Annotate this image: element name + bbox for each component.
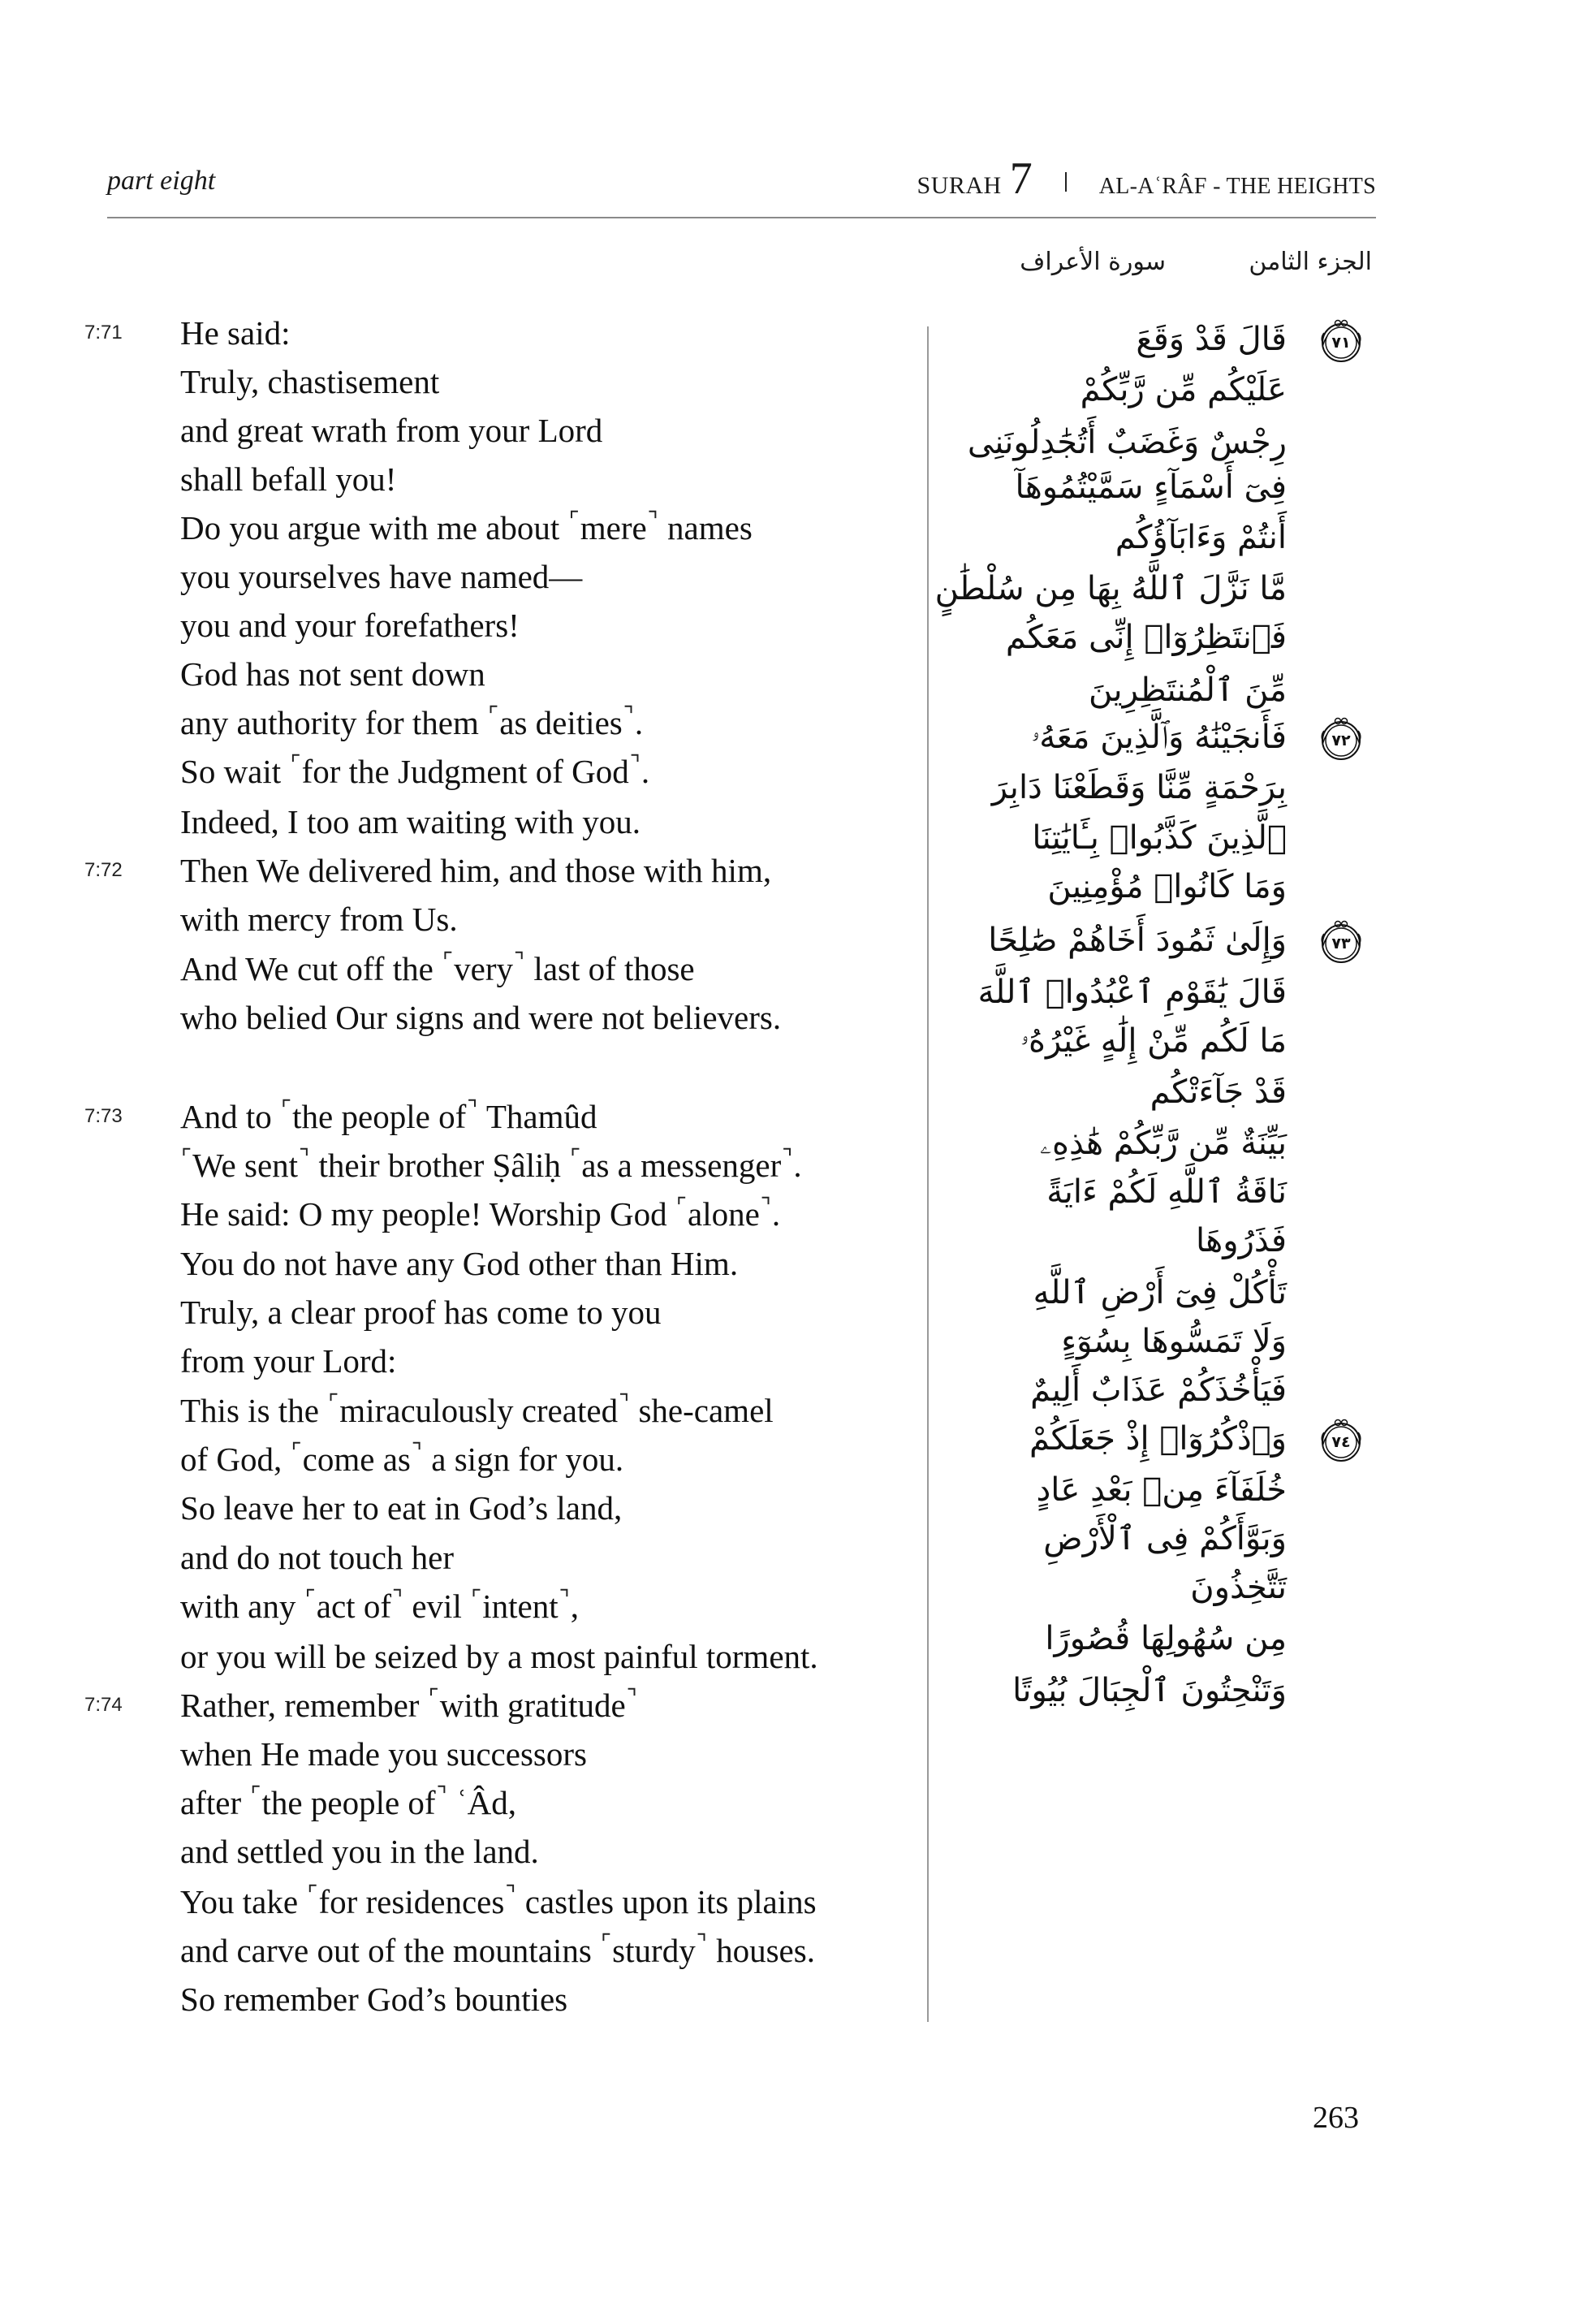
interpolation-close-bracket: ⌝ — [782, 1146, 793, 1171]
translation-line: Truly, chastisement — [180, 363, 440, 400]
verse-marker-number: ٧١ — [1331, 334, 1351, 352]
translation-line: and carve out of the mountains ⌜sturdy⌝ houses. — [180, 1931, 815, 1969]
translation-line: You take ⌜for residences⌝ castles upon its plains — [180, 1882, 817, 1920]
surah-number: 7 — [1009, 153, 1033, 204]
interpolation-close-bracket: ⌝ — [514, 949, 525, 974]
arabic-line: قَالَ قَدْ وَقَعَ — [1136, 321, 1287, 358]
verse-end-marker-icon — [1317, 918, 1365, 966]
translation-line: And We cut off the ⌜very⌝ last of those — [180, 949, 695, 987]
translation-line: and do not touch her — [180, 1539, 455, 1576]
translation-line: and great wrath from your Lord — [180, 412, 603, 449]
interpolation-open-bracket: ⌜ — [570, 1146, 581, 1171]
translation-line: Do you argue with me about ⌜mere⌝ names — [180, 508, 753, 546]
translation-line: So wait ⌜for the Judgment of God⌝. — [180, 752, 650, 790]
interpolation-close-bracket: ⌝ — [559, 1587, 570, 1612]
translation-line: God has not sent down — [180, 655, 485, 693]
arabic-line: مِّنَ ٱلْمُنتَظِرِينَ — [1089, 672, 1287, 709]
verse-end-marker-icon — [1317, 1416, 1365, 1465]
verse-end-marker-icon — [1317, 715, 1365, 763]
interpolation-close-bracket: ⌝ — [436, 1783, 447, 1808]
running-header-part: part eight — [107, 166, 216, 196]
verse-end-marker-icon — [1317, 317, 1365, 365]
arabic-line: فَأَنجَيْنَٰهُ وَٱلَّذِينَ مَعَهُۥ — [1031, 719, 1287, 756]
verse-number: 7:72 — [84, 859, 123, 881]
translation-line: ⌜We sent⌝ their brother Ṣâliḥ ⌜as a messenger⌝. — [181, 1146, 802, 1184]
translation-line: you and your forefathers! — [180, 607, 520, 644]
translation-line: from your Lord: — [180, 1342, 397, 1380]
arabic-line: قَدْ جَآءَتْكُم — [1150, 1073, 1287, 1111]
translation-line: So remember God’s bounties — [180, 1981, 568, 2018]
translation-line: when He made you successors — [180, 1735, 587, 1773]
arabic-line: وَلَا تَمَسُّوهَا بِسُوٓءٍ — [1061, 1323, 1287, 1360]
verse-marker-number: ٧٢ — [1331, 732, 1351, 749]
arabic-line: بَيِّنَةٌ مِّن رَّبِّكُمْ هَٰذِهِۦ — [1039, 1125, 1287, 1162]
arabic-line: مَا لَكُم مِّنْ إِلَٰهٍ غَيْرُهُۥ — [1020, 1022, 1287, 1060]
arabic-line: وَمَا كَانُوا۟ مُؤْمِنِينَ — [1047, 868, 1287, 905]
verse-marker-number: ٧٣ — [1331, 935, 1351, 952]
translation-line: Indeed, I too am waiting with you. — [180, 803, 641, 840]
arabic-line: تَأْكُلْ فِىٓ أَرْضِ ٱللَّهِ — [1033, 1274, 1287, 1311]
page-number: 263 — [1313, 2101, 1359, 2135]
translation-line: You do not have any God other than Him. — [180, 1245, 739, 1282]
verse-number: 7:74 — [84, 1694, 123, 1716]
translation-line: This is the ⌜miraculously created⌝ she-camel — [180, 1391, 774, 1429]
arabic-line: فَٱنتَظِرُوٓا۟ إِنِّى مَعَكُم — [1005, 619, 1287, 656]
translation-line: shall befall you! — [180, 460, 397, 498]
interpolation-close-bracket: ⌝ — [299, 1146, 310, 1171]
arabic-line: ٱلَّذِينَ كَذَّبُوا۟ بِـَٔايَٰتِنَا — [1032, 819, 1287, 857]
arabic-line: فَيَأْخُذَكُمْ عَذَابٌ أَلِيمٌ — [1030, 1371, 1287, 1409]
running-header-surah — [917, 153, 1376, 204]
surah-word: SURAH — [917, 172, 1002, 199]
translation-line: who belied Our signs and were not believers. — [180, 999, 782, 1036]
translation-line: any authority for them ⌜as deities⌝. — [180, 703, 644, 741]
interpolation-close-bracket: ⌝ — [505, 1882, 516, 1907]
translation-line: with any ⌜act of⌝ evil ⌜intent⌝, — [180, 1587, 580, 1625]
interpolation-close-bracket: ⌝ — [411, 1440, 422, 1465]
interpolation-open-bracket: ⌜ — [328, 1391, 339, 1416]
interpolation-close-bracket: ⌝ — [623, 703, 634, 728]
header-separator — [1065, 172, 1067, 192]
translation-line: So leave her to eat in God’s land, — [180, 1489, 623, 1527]
interpolation-open-bracket: ⌜ — [304, 1587, 316, 1612]
interpolation-open-bracket: ⌜ — [471, 1587, 482, 1612]
arabic-line: مَّا نَزَّلَ ٱللَّهُ بِهَا مِن سُلْطَٰنٍ — [934, 570, 1287, 607]
translation-line: or you will be seized by a most painful torment. — [180, 1638, 818, 1675]
interpolation-open-bracket: ⌜ — [307, 1882, 318, 1907]
arabic-line: فَذَرُوهَا — [1195, 1222, 1287, 1259]
interpolation-open-bracket: ⌜ — [428, 1686, 439, 1711]
arabic-line: عَلَيْكُم مِّن رَّبِّكُمْ — [1080, 371, 1287, 408]
arabic-line: وَإِلَىٰ ثَمُودَ أَخَاهُمْ صَٰلِحًا — [988, 922, 1287, 959]
arabic-line: فِىٓ أَسْمَآءٍ سَمَّيْتُمُوهَآ — [1015, 469, 1287, 506]
interpolation-close-bracket: ⌝ — [391, 1587, 403, 1612]
translation-line: after ⌜the people of⌝ ʿÂd, — [180, 1783, 516, 1821]
column-divider — [927, 326, 929, 2022]
interpolation-close-bracket: ⌝ — [760, 1194, 771, 1220]
translation-line: and settled you in the land. — [180, 1833, 539, 1870]
interpolation-close-bracket: ⌝ — [467, 1097, 478, 1122]
arabic-line: بِرَحْمَةٍ مِّنَّا وَقَطَعْنَا دَابِرَ — [991, 769, 1287, 806]
arabic-line: رِجْسٌ وَغَضَبٌ أَتُجَٰدِلُونَنِى — [967, 424, 1287, 461]
arabic-line: تَتَّخِذُونَ — [1190, 1569, 1287, 1606]
interpolation-close-bracket: ⌝ — [629, 752, 641, 777]
verse-number: 7:73 — [84, 1105, 123, 1127]
interpolation-close-bracket: ⌝ — [696, 1931, 707, 1956]
translation-line: He said: — [180, 314, 291, 352]
translation-line: He said: O my people! Worship God ⌜alone⌝. — [180, 1194, 781, 1233]
translation-line: of God, ⌜come as⌝ a sign for you. — [180, 1440, 624, 1478]
translation-line: Then We delivered him, and those with him, — [180, 852, 772, 889]
arabic-line: خُلَفَآءَ مِنۢ بَعْدِ عَادٍ — [1036, 1471, 1287, 1509]
arabic-juz-header: الجزء الثامن — [1249, 248, 1372, 276]
interpolation-close-bracket: ⌝ — [626, 1686, 637, 1711]
verse-marker-number: ٧٤ — [1331, 1433, 1351, 1451]
interpolation-close-bracket: ⌝ — [619, 1391, 630, 1416]
interpolation-open-bracket: ⌜ — [290, 752, 301, 777]
arabic-line: قَالَ يَٰقَوْمِ ٱعْبُدُوا۟ ٱللَّهَ — [977, 974, 1287, 1011]
arabic-line: أَنتُمْ وَءَابَآؤُكُم — [1115, 519, 1287, 556]
arabic-surah-header: سورة الأعراف — [1020, 248, 1166, 276]
interpolation-open-bracket: ⌜ — [250, 1783, 261, 1808]
interpolation-close-bracket: ⌝ — [647, 508, 658, 533]
interpolation-open-bracket: ⌜ — [568, 508, 580, 533]
interpolation-open-bracket: ⌜ — [281, 1097, 292, 1122]
interpolation-open-bracket: ⌜ — [675, 1194, 687, 1220]
interpolation-open-bracket: ⌜ — [601, 1931, 612, 1956]
translation-line: And to ⌜the people of⌝ Thamûd — [180, 1097, 597, 1135]
arabic-line: نَاقَةُ ٱللَّهِ لَكُمْ ءَايَةً — [1046, 1173, 1287, 1211]
verse-number: 7:71 — [84, 322, 123, 343]
interpolation-open-bracket: ⌜ — [442, 949, 454, 974]
interpolation-open-bracket: ⌜ — [181, 1146, 192, 1171]
arabic-line: وَٱذْكُرُوٓا۟ إِذْ جَعَلَكُمْ — [1029, 1420, 1287, 1458]
interpolation-open-bracket: ⌜ — [488, 703, 499, 728]
arabic-line: وَتَنْحِتُونَ ٱلْجِبَالَ بُيُوتًا — [1012, 1672, 1287, 1709]
translation-line: Rather, remember ⌜with gratitude⌝ — [180, 1686, 637, 1724]
translation-line: Truly, a clear proof has come to you — [180, 1294, 662, 1331]
translation-line: you yourselves have named— — [180, 558, 583, 595]
surah-name: AL-AʿRÂF - THE HEIGHTS — [1098, 174, 1376, 199]
translation-line: with mercy from Us. — [180, 901, 458, 938]
interpolation-open-bracket: ⌜ — [291, 1440, 302, 1465]
arabic-line: مِن سُهُولِهَا قُصُورًا — [1045, 1620, 1287, 1657]
arabic-line: وَبَوَّأَكُمْ فِى ٱلْأَرْضِ — [1043, 1520, 1287, 1557]
